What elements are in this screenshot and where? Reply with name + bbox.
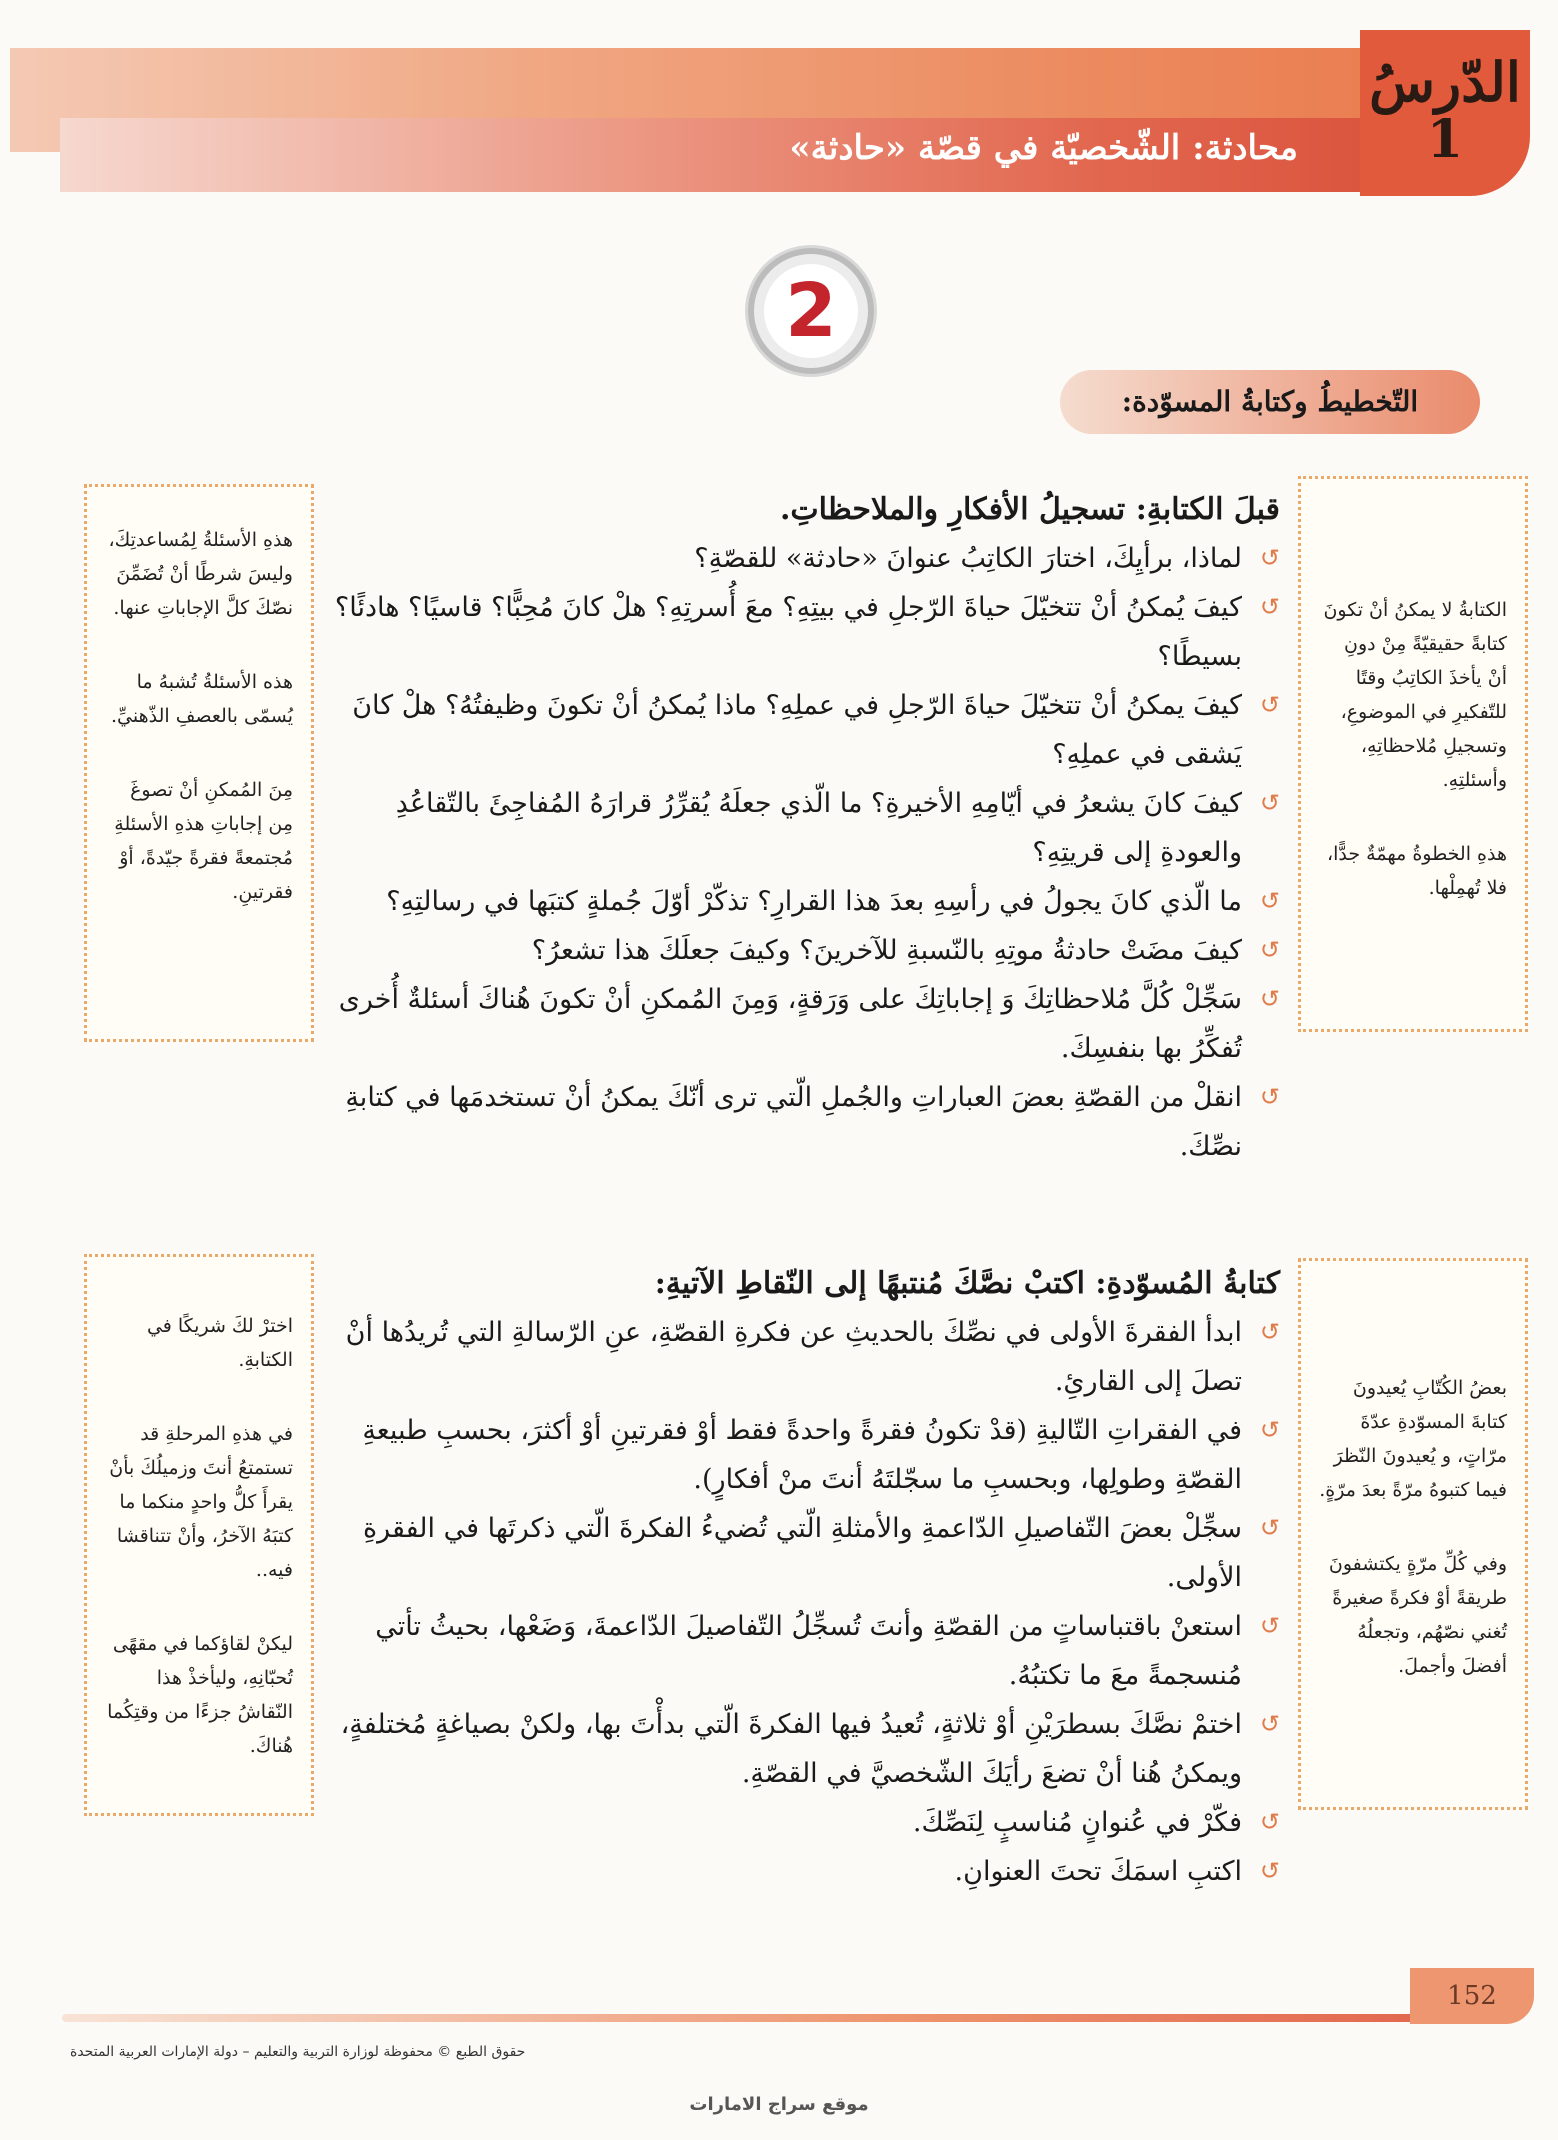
lesson-label: الدّرسُ — [1369, 50, 1521, 114]
list-item: ↺ اختمْ نصَّكَ بسطرَيْنِ أوْ ثلاثةٍ، تُعيدُ فيها الفكرةَ الّتي بدأْتَ بها، ولكنْ بصياغةٍ مُختلفةٍ، ويمكنُ هُنا أنْ تضعَ رأيَكَ الشّخصيَّ في القصّةِ. — [330, 1700, 1280, 1798]
before-writing-section — [330, 488, 1280, 1171]
list-item: ↺ كيفَ مضَتْ حادثةُ موتِهِ بالنّسبةِ للآخرينَ؟ وكيفَ جعلَكَ هذا تشعرُ؟ — [330, 926, 1280, 975]
bullet-arrow-icon: ↺ — [1259, 544, 1280, 572]
list-item: ↺ سجِّلْ بعضَ التّفاصيلِ الدّاعمةِ والأمثلةِ الّتي تُضيءُ الفكرةَ الّتي ذكرتَها في الفقرةِ الأولى. — [330, 1504, 1280, 1602]
note-text: اخترْ لكَ شريكًا في الكتابةِ. — [146, 1315, 293, 1371]
list-item: ↺ ما الّذي كانَ يجولُ في رأسِهِ بعدَ هذا القرارِ؟ تذكّرْ أوّلَ جُملةٍ كتبَها في رسالتِهِ؟ — [330, 877, 1280, 926]
list-item: ↺ لماذا، برأيِكَ، اختارَ الكاتِبُ عنوانَ «حادثة» للقصّةِ؟ — [330, 534, 1280, 583]
lesson-subtitle: محادثة: الشّخصيّة في قصّة «حادثة» — [789, 128, 1298, 168]
bullet-arrow-icon: ↺ — [1259, 789, 1280, 817]
bullet-arrow-icon: ↺ — [1259, 1612, 1280, 1640]
list-item: ↺ كيفَ كانَ يشعرُ في أيّامِهِ الأخيرةِ؟ ما الّذي جعلَهُ يُقرِّرُ قرارَهُ المُفاجِئَ بالتّقاعُدِ والعودةِ إلى قريتِهِ؟ — [330, 779, 1280, 877]
bullet-arrow-icon: ↺ — [1259, 1416, 1280, 1444]
step-marker — [748, 248, 874, 374]
side-note-right-bottom — [1298, 1258, 1528, 1810]
note-text: مِنَ المُمكنِ أنْ تصوغَ مِن إجاباتِ هذهِ الأسئلةِ مُجتمعةً فقرةً جيّدةً، أوْ فقرتينِ. — [114, 779, 293, 903]
bullet-arrow-icon: ↺ — [1259, 1514, 1280, 1542]
list-item: ↺ استعنْ باقتباساتٍ من القصّةِ وأنتَ تُسجِّلُ التّفاصيلَ الدّاعمةَ، وَضَعْها، بحيثُ تأتي مُنسجمةً معَ ما تكتبُهُ. — [330, 1602, 1280, 1700]
bullet-arrow-icon: ↺ — [1259, 936, 1280, 964]
bullet-arrow-icon: ↺ — [1259, 1857, 1280, 1885]
lesson-number: 1 — [1426, 109, 1464, 170]
draft-writing-section — [330, 1262, 1280, 1896]
site-credit: موقع سراج الامارات — [689, 2094, 869, 2115]
note-text: بعضُ الكُتّابِ يُعيدونَ كتابةَ المسوّدةِ عدّةَ مرّاتٍ، و يُعيدونَ النّظرَ فيما كتبوهُ مرّةً بعدَ مرّةٍ. — [1319, 1377, 1507, 1501]
note-text: ليكنْ لقاؤكما في مقهًى تُحبّانِهِ، وليأخذْ هذا النّقاشُ جزءًا من وقتِكُما هُناكَ. — [107, 1633, 293, 1757]
bullet-arrow-icon: ↺ — [1259, 1710, 1280, 1738]
bullet-arrow-icon: ↺ — [1259, 887, 1280, 915]
note-text: الكتابةُ لا يمكنُ أنْ تكونَ كتابةً حقيقيّةً مِنْ دونِ أنْ يأخذَ الكاتِبُ وقتًا للتّفكيرِ في الموضوعِ، وتسجيلِ مُلاحظاتِهِ، وأسئلتِهِ. — [1323, 599, 1507, 791]
note-text: هذهِ الأسئلةُ لِمُساعدتِكَ، وليسَ شرطًا أنْ تُضَمِّنَ نصّكَ كلَّ الإجاباتِ عنها. — [108, 529, 293, 619]
step-number: 2 — [764, 264, 858, 358]
note-text: وفي كُلِّ مرّةٍ يكتشفونَ طريقةً أوْ فكرةً صغيرةً تُغني نصّهُم، وتجعلُهُ أفضلَ وأجملَ. — [1328, 1553, 1507, 1677]
list-item: ↺ اكتبِ اسمَكَ تحتَ العنوانِ. — [330, 1847, 1280, 1896]
bullet-arrow-icon: ↺ — [1259, 1318, 1280, 1346]
list-item: ↺ كيفَ يمكنُ أنْ تتخيّلَ حياةَ الرّجلِ في عملِهِ؟ ماذا يُمكنُ أنْ تكونَ وظيفتُهُ؟ هلْ كانَ يَشقى في عملِهِ؟ — [330, 681, 1280, 779]
footer-rule — [62, 2014, 1422, 2022]
list-item: ↺ سَجِّلْ كُلَّ مُلاحظاتِكَ وَ إجاباتِكَ على وَرَقةٍ، وَمِنَ المُمكنِ أنْ تكونَ هُناكَ أسئلةٌ أُخرى تُفكِّرُ بها بنفسِكَ. — [330, 975, 1280, 1073]
section-heading — [1060, 370, 1480, 434]
bullet-arrow-icon: ↺ — [1259, 1083, 1280, 1111]
section-title: التّخطيطُ وكتابةُ المسوّدة: — [1121, 385, 1419, 418]
before-writing-title: قبلَ الكتابةِ: تسجيلُ الأفكارِ والملاحظاتِ. — [779, 492, 1280, 527]
side-note-right-top — [1298, 476, 1528, 1032]
lesson-badge — [1360, 30, 1530, 196]
bullet-arrow-icon: ↺ — [1259, 1808, 1280, 1836]
list-item: ↺ كيفَ يُمكنُ أنْ تتخيّلَ حياةَ الرّجلِ في بيتِهِ؟ معَ أُسرتِهِ؟ هلْ كانَ مُحِبًّا؟ قاسيًا؟ هادئًا؟ بسيطًا؟ — [330, 583, 1280, 681]
draft-writing-title: كتابةُ المُسوّدةِ: اكتبْ نصَّكَ مُنتبهًا إلى النّقاطِ الآتيةِ: — [654, 1266, 1280, 1301]
copyright-notice: حقوق الطبع © محفوظة لوزارة التربية والتعليم – دولة الإمارات العربية المتحدة — [70, 2044, 526, 2060]
bullet-arrow-icon: ↺ — [1259, 593, 1280, 621]
list-item: ↺ انقلْ من القصّةِ بعضَ العباراتِ والجُملِ الّتي ترى أنّكَ يمكنُ أنْ تستخدمَها في كتابةِ نصِّكَ. — [330, 1073, 1280, 1171]
list-item: ↺ فكّرْ في عُنوانٍ مُناسبٍ لِنَصِّكَ. — [330, 1798, 1280, 1847]
note-text: في هذهِ المرحلةِ قد تستمتعُ أنتَ وزميلُكَ بأنْ يقرأَ كلُّ واحدٍ منكما ما كتبَهُ الآخرُ، وأنْ تتناقشا فيه.. — [109, 1423, 293, 1581]
bullet-arrow-icon: ↺ — [1259, 985, 1280, 1013]
list-item: ↺ ابدأ الفقرةَ الأولى في نصِّكَ بالحديثِ عن فكرةِ القصّةِ، عنِ الرّسالةِ التي تُريدُها أنْ تصلَ إلى القارئِ. — [330, 1308, 1280, 1406]
note-text: هذه الأسئلةُ تُشبهُ ما يُسمّى بالعصفِ الذّهنيِّ. — [111, 671, 293, 727]
side-note-left-top — [84, 484, 314, 1042]
list-item: ↺ في الفقراتِ التّاليةِ (قدْ تكونُ فقرةً واحدةً فقط أوْ فقرتينِ أوْ أكثرَ، بحسبِ طبيعةِ القصّةِ وطولِها، وبحسبِ ما سجّلتَهُ أنتَ منْ أفكارٍ). — [330, 1406, 1280, 1504]
bullet-arrow-icon: ↺ — [1259, 691, 1280, 719]
page-number: 152 — [1410, 1968, 1534, 2024]
side-note-left-bottom — [84, 1254, 314, 1816]
note-text: هذهِ الخطوةُ مهمّةٌ جدًّا، فلا تُهمِلْها. — [1327, 843, 1507, 899]
